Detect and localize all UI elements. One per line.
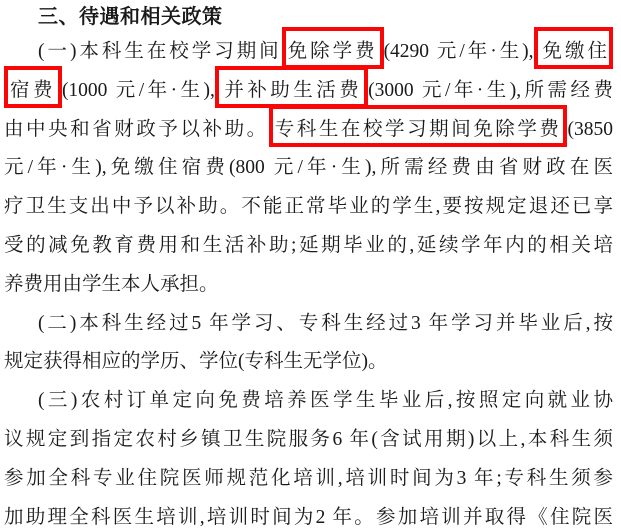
text-line [4,421,613,460]
text-line [4,188,613,227]
text-segment: (三)农村订单定向免费培养医学生毕业后,按照定向就业协 [38,390,613,412]
text-segment: 受的减免教育费用和生活补助;延期毕业的,延续学年内的相关培 [4,234,613,256]
text-segment: (一)本科生在校学习期间 [38,41,282,62]
text-segment: 养费用由学生本人承担。 [4,273,219,295]
text-line [4,382,613,421]
text-segment: 议规定到指定农村乡镇卫生院服务6 年(含试用期)以上,本科生须 [4,428,613,450]
highlight-box: 并补助生活费 [215,66,368,108]
text-line [4,149,613,188]
text-line [4,266,613,305]
text-segment: 由中央和省财政予以补助。 [4,118,269,140]
text-line [4,305,613,344]
document-body [4,33,613,530]
text-segment: (4290 元/年·生), [383,41,534,62]
text-segment: 加助理全科医生培训,培训时间为2 年。参加培训并取得《住院医 [4,506,613,528]
text-line [4,460,613,499]
text-segment: (3000 元/年·生),所需经费 [368,79,613,101]
section-title: 三、待遇和相关政策 [38,6,223,28]
text-segment: (3850 [567,118,613,140]
text-segment: 参加全科专业住院医师规范化培训,培训时间为3 年;专科生须参 [4,467,613,489]
highlight-box: 免缴住 [534,27,613,69]
text-line [4,111,613,150]
highlight-box: 专科生在校学习期间免除学费 [269,105,568,147]
text-line [4,227,613,266]
text-segment: 疗卫生支出中予以补助。不能正常毕业的学生,要按规定退还已享 [4,196,613,218]
text-line [4,499,613,530]
text-segment: 规定获得相应的学历、学位(专科生无学位)。 [4,351,388,373]
text-segment: (1000 元/年·生), [61,79,215,101]
highlight-box: 宿费 [4,66,62,108]
text-line [4,343,613,382]
highlight-box: 免除学费 [282,27,384,69]
text-segment: 元/年·生),免缴住宿费(800 元/年·生),所需经费由省财政在医 [4,157,613,179]
text-segment: (二)本科生经过5 年学习、专科生经过3 年学习并毕业后,按 [38,312,613,334]
